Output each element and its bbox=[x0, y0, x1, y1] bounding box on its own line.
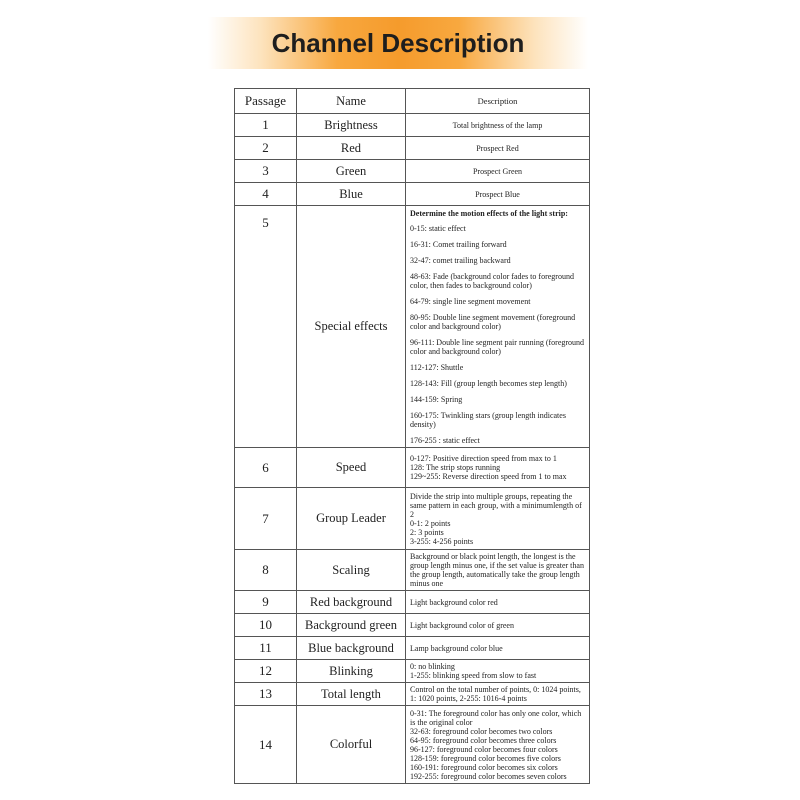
title-banner bbox=[208, 17, 588, 69]
effect-item: 48-63: Fade (background color fades to foreground color, then fades to background color) bbox=[410, 272, 574, 290]
table-row bbox=[235, 206, 590, 448]
effects-heading: Determine the motion effects of the light strip: bbox=[410, 209, 568, 218]
description-cell bbox=[406, 660, 590, 683]
description-line: 129~255: Reverse direction speed from 1 to max bbox=[410, 472, 567, 481]
name-cell: Green bbox=[297, 160, 406, 183]
header-description: Description bbox=[406, 89, 590, 114]
name-cell: Total length bbox=[297, 683, 406, 706]
table-row bbox=[235, 114, 590, 137]
effect-item: 112-127: Shuttle bbox=[410, 363, 464, 372]
description-cell bbox=[406, 488, 590, 550]
description-cell: Background or black point length, the longest is the group length minus one, if the set value is greater than the group length, automatically take the group length minus one bbox=[406, 550, 590, 591]
passage-cell: 3 bbox=[235, 160, 297, 183]
description-cell bbox=[406, 706, 590, 784]
effect-item: 80-95: Double line segment movement (foreground color and background color) bbox=[410, 313, 576, 331]
table-row bbox=[235, 550, 590, 591]
description-cell: Prospect Blue bbox=[406, 183, 590, 206]
description-cell: Control on the total number of points, 0: 1024 points, 1: 1020 points, 2-255: 1016-4 points bbox=[406, 683, 590, 706]
effect-item: 96-111: Double line segment pair running (foreground color and background color) bbox=[410, 338, 585, 356]
name-cell: Blinking bbox=[297, 660, 406, 683]
description-line: 96-127: foreground color becomes four colors bbox=[410, 744, 558, 754]
table-row bbox=[235, 160, 590, 183]
description-cell: Light background color red bbox=[406, 591, 590, 614]
description-line: 2: 3 points bbox=[410, 527, 444, 537]
table-row bbox=[235, 660, 590, 683]
description-line: 160-191: foreground color becomes six colors bbox=[410, 762, 558, 772]
name-cell: Colorful bbox=[297, 706, 406, 784]
passage-cell: 8 bbox=[235, 550, 297, 591]
description-line: 64-95: foreground color becomes three colors bbox=[410, 735, 557, 745]
channel-table bbox=[234, 88, 590, 784]
effect-item: 16-31: Comet trailing forward bbox=[410, 240, 507, 249]
name-cell: Scaling bbox=[297, 550, 406, 591]
effect-item: 176-255 : static effect bbox=[410, 436, 480, 445]
name-cell: Brightness bbox=[297, 114, 406, 137]
passage-cell: 9 bbox=[235, 591, 297, 614]
description-line: 32-63: foreground color becomes two colors bbox=[410, 726, 553, 736]
description-cell: Prospect Red bbox=[406, 137, 590, 160]
table-row bbox=[235, 706, 590, 784]
passage-cell: 10 bbox=[235, 614, 297, 637]
passage-cell: 2 bbox=[235, 137, 297, 160]
effect-item: 32-47: comet trailing backward bbox=[410, 256, 511, 265]
table-row bbox=[235, 637, 590, 660]
name-cell: Blue bbox=[297, 183, 406, 206]
name-cell: Group Leader bbox=[297, 488, 406, 550]
header-name: Name bbox=[297, 89, 406, 114]
name-cell: Red bbox=[297, 137, 406, 160]
table-header-row bbox=[235, 89, 590, 114]
table-row bbox=[235, 683, 590, 706]
header-passage: Passage bbox=[235, 89, 297, 114]
description-line: 192-255: foreground color becomes seven colors bbox=[410, 771, 567, 781]
description-cell bbox=[406, 206, 590, 448]
description-line: 0-1: 2 points bbox=[410, 518, 451, 528]
description-cell bbox=[406, 448, 590, 488]
passage-cell: 4 bbox=[235, 183, 297, 206]
passage-cell: 14 bbox=[235, 706, 297, 784]
table-row bbox=[235, 488, 590, 550]
passage-cell: 13 bbox=[235, 683, 297, 706]
description-cell: Light background color of green bbox=[406, 614, 590, 637]
description-cell: Total brightness of the lamp bbox=[406, 114, 590, 137]
effect-item: 64-79: single line segment movement bbox=[410, 297, 531, 306]
table-row bbox=[235, 614, 590, 637]
description-line: 0: no blinking bbox=[410, 662, 455, 671]
name-cell: Background green bbox=[297, 614, 406, 637]
passage-number: 5 bbox=[262, 215, 269, 230]
effect-item: 128-143: Fill (group length becomes step length) bbox=[410, 379, 567, 388]
name-cell: Blue background bbox=[297, 637, 406, 660]
description-cell: Prospect Green bbox=[406, 160, 590, 183]
name-cell: Speed bbox=[297, 448, 406, 488]
description-cell: Lamp background color blue bbox=[406, 637, 590, 660]
name-cell: Red background bbox=[297, 591, 406, 614]
passage-cell: 11 bbox=[235, 637, 297, 660]
passage-cell bbox=[235, 206, 297, 448]
description-line: 1-255: blinking speed from slow to fast bbox=[410, 671, 537, 680]
description-line: Divide the strip into multiple groups, repeating the same pattern in each group, with a minimumlength of 2 bbox=[410, 491, 582, 519]
description-line: 128-159: foreground color becomes five colors bbox=[410, 753, 561, 763]
passage-cell: 12 bbox=[235, 660, 297, 683]
name-cell: Special effects bbox=[297, 206, 406, 448]
effect-item: 0-15: static effect bbox=[410, 224, 466, 233]
passage-cell: 1 bbox=[235, 114, 297, 137]
table-row bbox=[235, 183, 590, 206]
table-row bbox=[235, 591, 590, 614]
table-row bbox=[235, 137, 590, 160]
effect-item: 160-175: Twinkling stars (group length indicates density) bbox=[410, 411, 566, 429]
table-row bbox=[235, 448, 590, 488]
passage-cell: 6 bbox=[235, 448, 297, 488]
effect-item: 144-159: Spring bbox=[410, 395, 463, 404]
page-title: Channel Description bbox=[271, 27, 525, 58]
description-line: 128: The strip stops running bbox=[410, 463, 501, 472]
passage-cell: 7 bbox=[235, 488, 297, 550]
description-line: 3-255: 4-256 points bbox=[410, 536, 474, 546]
description-line: 0-31: The foreground color has only one color, which is the original color bbox=[410, 708, 582, 727]
description-line: 0-127: Positive direction speed from max to 1 bbox=[410, 454, 557, 463]
